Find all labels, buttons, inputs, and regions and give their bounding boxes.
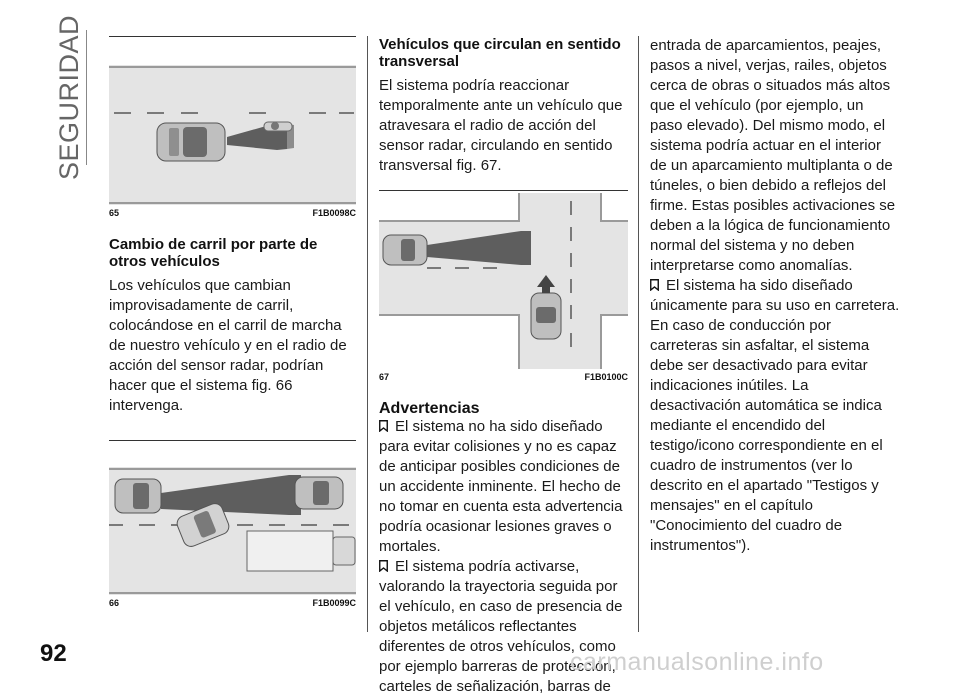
warning-bookmark-icon (379, 420, 388, 432)
figure-66-illustration (109, 467, 356, 595)
warning-3 (650, 276, 900, 556)
heading-warnings: Advertencias (379, 400, 480, 417)
warning-bookmark-icon (379, 560, 388, 572)
column-divider-1 (367, 36, 368, 632)
figure-67 (379, 190, 628, 382)
figure-67-number: 67 (379, 372, 390, 382)
figure-66-image (109, 467, 356, 595)
page-number: 92 (40, 640, 67, 667)
paragraph-cross-traffic: El sistema podría reaccionar temporalmente ante un vehículo que atravesara el radio de acción del sensor radar, circulando en sentido transversal fig. 67. (379, 77, 623, 174)
warning-bookmark-icon (650, 279, 659, 291)
figure-66-code: F1B0099C (312, 598, 356, 608)
paragraph-continuation: entrada de aparcamientos, peajes, pasos a nivel, verjas, railes, objetos cerca de obras o situados más altos que el vehículo (por ejemplo, un paso elevado). Del mismo modo, el sistema podría actuar en el interior de un aparcamiento multiplanta o de túneles, o bien debido a reflejos del firme. Estas posibles activaciones se deben a la lógica de funcionamiento normal del sistema y no deben interpretarse como anomalías. (650, 37, 896, 274)
watermark: carmanualsonline.info (570, 648, 824, 676)
figure-67-image (379, 193, 628, 369)
figure-67-illustration (379, 193, 628, 369)
figure-66-number: 66 (109, 598, 120, 608)
warning-3-text: El sistema ha sido diseñado únicamente para su uso en carretera. En caso de conducción por carreteras sin asfaltar, el sistema debe ser desactivado para evitar indicaciones inútiles. La desactivación automática se indica mediante el encendido del testigo/icono correspondiente en el cuadro de instrumentos (ver lo descrito en el apartado "Testigos y mensajes" en el capítulo "Conocimiento del cuadro de instrumentos"). (650, 277, 900, 554)
car-icon (157, 123, 225, 161)
column-3 (650, 36, 900, 556)
truck-icon (247, 531, 355, 571)
column-1 (109, 36, 356, 608)
figure-67-caption (379, 369, 628, 382)
heading-cross-traffic: Vehículos que circulan en sentido transversal (379, 36, 621, 70)
car-icon (383, 235, 427, 265)
figure-65 (109, 36, 356, 218)
figure-65-image (109, 65, 356, 205)
column-2 (379, 36, 628, 697)
figure-65-number: 65 (109, 208, 120, 218)
warning-1 (379, 417, 628, 557)
figure-65-caption (109, 205, 356, 218)
motorcycle-icon (264, 122, 292, 131)
crossing-car-icon (531, 293, 561, 339)
heading-lane-change: Cambio de carril por parte de otros vehículos (109, 236, 318, 270)
paragraph-lane-change: Los vehículos que cambian improvisadamente de carril, colocándose en el carril de marcha de nuestro vehículo y en el radio de acción del sensor radar, podrían hacer que el sistema fig. 66 intervenga. (109, 277, 347, 414)
figure-67-code: F1B0100C (584, 372, 628, 382)
figure-65-illustration (109, 65, 356, 205)
figure-66 (109, 440, 356, 608)
section-title-text: SEGURIDAD (54, 14, 85, 181)
section-divider (86, 30, 87, 165)
car-icon (115, 479, 161, 513)
figure-66-caption (109, 595, 356, 608)
figure-65-code: F1B0098C (312, 208, 356, 218)
column-divider-2 (638, 36, 639, 632)
car-ahead-icon (295, 477, 343, 509)
warning-2-text: El sistema podría activarse, valorando la trayectoria seguida por el vehículo, en caso de presencia de objetos metálicos reflectantes diferentes de otros vehículos, como por ejemplo barreras de protección, carteles de señalización, barras de (379, 558, 623, 695)
section-title (54, 14, 85, 181)
warning-1-text: El sistema no ha sido diseñado para evitar colisiones y no es capaz de anticipar posibles condiciones de un accidente inminente. El hecho de no tomar en cuenta esta advertencia podría ocasionar lesiones graves o mortales. (379, 418, 623, 555)
